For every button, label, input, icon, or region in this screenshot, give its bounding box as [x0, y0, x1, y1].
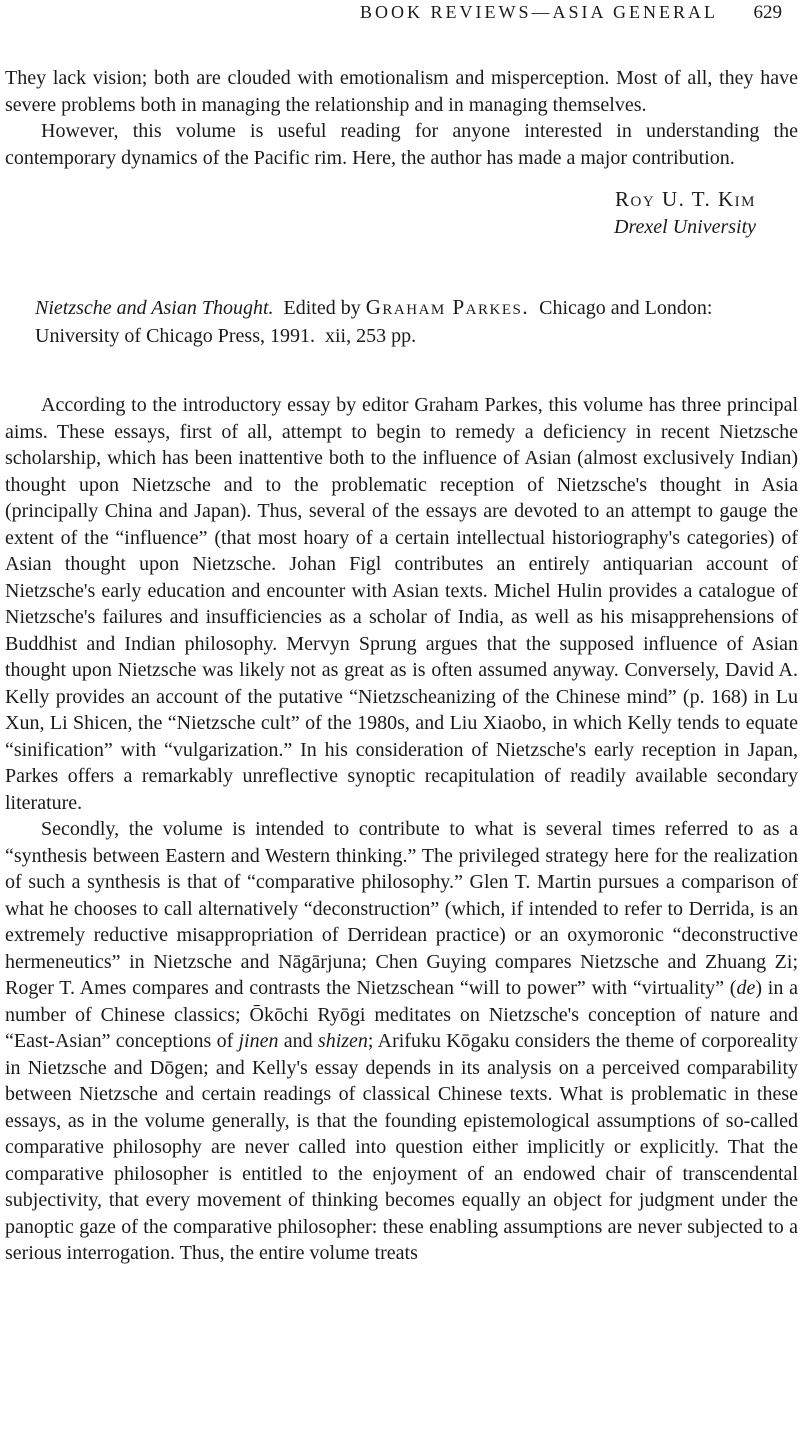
review-paragraph-2-text-a: Secondly, the volume is intended to contribute to what is several times referred to as a “synthesis between Eastern and Western thinking.” The privileged strategy here for the realization of such a synthesis is that of “comparative philosophy.” Glen T. Martin pursues a comparison of what he chooses to call alternatively “deconstruction” (which, if intended to refer to Derrida, is an extremely reductive misappropriation of Derridean practice) or an oxymoronic “deconstructive hermeneutics” in Nietzsche and Nāgārjuna; Chen Guying compares Nietzsche and Zhuang Zi; Roger T. Ames compares and contrasts the Nietzschean “will to power” with “virtuality” (: [5, 818, 798, 999]
review-paragraph-2-text-c: ; Arifuku Kōgaku considers the theme of corporeality in Nietzsche and Dōgen; and Kelly's essay depends in its analysis on a perceived comparability between Nietzsche and certain readings of classical Chinese texts. What is problematic in these essays, as in the volume generally, is that the founding epistemological assumptions of so-called comparative philosophy are never called into question either implicitly or explicitly. That the comparative philosopher is entitled to the enjoyment of an endowed chair of transcendental subjectivity, that every movement of thinking becomes equally an object for judgment under the panoptic gaze of the comparative philosopher: these enabling assumptions are never subjected to a serious interrogation. Thus, the entire volume treats: [5, 1030, 798, 1264]
review-paragraph-2: [5, 816, 798, 1267]
reviewer-name: Roy U. T. Kim: [615, 187, 756, 211]
reviewer-affiliation: Drexel University: [614, 216, 756, 238]
running-head: [0, 2, 800, 26]
book-editor: Graham Parkes.: [365, 295, 530, 319]
edited-by-label: Edited by: [283, 297, 361, 319]
review-paragraph-1: According to the introductory essay by editor Graham Parkes, this volume has three principal aims. These essays, first of all, attempt to begin to remedy a deficiency in recent Nietzsche scholarship, which has been inattentive both to the influence of Asian (almost exclusively Indian) thought upon Nietzsche and to the problematic reception of Nietzsche's thought in Asia (principally China and Japan). Thus, several of the essays are devoted to an attempt to gauge the extent of the “influence” (that most hoary of a certain intellectual historiography's categories) of Asian thought upon Nietzsche. Johan Figl contributes an entirely antiquarian account of Nietzsche's early education and encounter with Asian texts. Michel Hulin provides a catalogue of Nietzsche's failures and insufficiencies as a scholar of India, as well as his misapprehensions of Buddhist and Indian philosophy. Mervyn Sprung argues that the supposed influence of Asian thought upon Nietzsche was likely not as great as is often assumed anyway. Conversely, David A. Kelly provides an account of the putative “Nietzscheanizing of the Chinese mind” (p. 168) in Lu Xun, Li Shicen, the “Nietzsche cult” of the 1980s, and Liu Xiaobo, in which Kelly tends to equate “sinification” with “vulgarization.” In his consideration of Nietzsche's early reception in Japan, Parkes offers a remarkably unreflective synoptic recapitulation of readily available secondary literature.: [5, 394, 798, 814]
term-de: de: [736, 977, 756, 999]
term-shizen: shizen: [317, 1030, 368, 1052]
conjunction-and: and: [278, 1030, 318, 1052]
text-column: [5, 65, 798, 1267]
running-title: BOOK REVIEWS—ASIA GENERAL: [360, 2, 718, 22]
page-number: 629: [753, 2, 782, 23]
reviewer-signature: [5, 185, 798, 241]
term-jinen: jinen: [238, 1030, 279, 1052]
book-pages: xii, 253 pp.: [324, 325, 417, 347]
book-citation: [5, 293, 798, 350]
prev-review-paragraph-1: They lack vision; both are clouded with emotionalism and misperception. Most of all, they have severe problems both in managing the relationship and in managing themselves.: [5, 67, 798, 116]
review-paragraph-2-text-b: ) in a number of Chinese classics; Ōkōchi Ryōgi meditates on Nietzsche's conception of nature and “East-Asian” conceptions of: [5, 977, 799, 1052]
prev-review-paragraph-2: However, this volume is useful reading for anyone interested in understanding the contemporary dynamics of the Pacific rim. Here, the author has made a major contribution.: [5, 120, 798, 169]
book-title: Nietzsche and Asian Thought.: [35, 297, 274, 319]
review-body: [5, 392, 798, 1267]
book-publisher: Chicago and London: University of Chicago Press, 1991.: [35, 297, 713, 347]
